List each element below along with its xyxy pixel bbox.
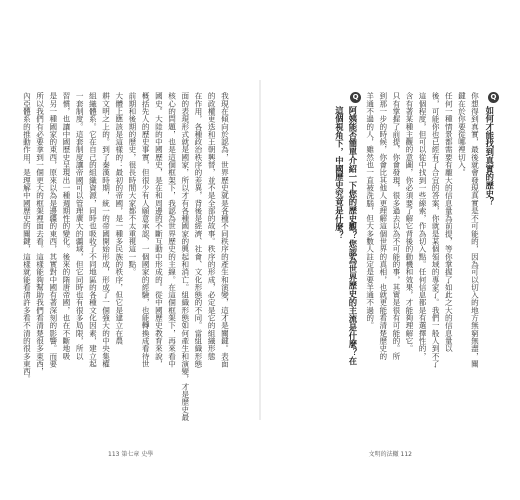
right-page-footer: 文明的法轍 112 — [368, 451, 412, 458]
text-column: 到那一步的時候，你會比其他人更理解這個世界的真相，也就更能看清楚歷史的 — [378, 92, 388, 360]
right-page — [262, 0, 520, 500]
text-column: 習慣，也讓中國歷史呈現出一種週期性的變化。後來的隋唐帝國，也在不斷地吸 — [61, 92, 71, 360]
text-column: 內亞體系的推動作用，是理解中國歷史的關鍵，這樣就能看清許多看不清的很多東西。 — [22, 92, 32, 383]
text-column: 耕文明之上的。到了秦漢時期，統一的帝國開始形成，形成了一個強大的中央集權 — [101, 92, 111, 368]
text-column: 羊通不過的人，雖然也一直被洗腦，但大多數人註定是要羊通不過的。 — [365, 92, 375, 330]
page-gutter — [259, 80, 261, 420]
text-column: 國史。大陸的中國歷史，是在和周邊的不斷互動中形成的。從中國歷史教育來說， — [154, 92, 164, 368]
text-column: 大體上應該是這樣的：最初的帝國，是一種多民族的秩序，但它是建立在農 — [114, 92, 124, 345]
question-marker-icon-2: Q — [350, 92, 361, 103]
text-column: 只有掌握了前提，你會發現，很多過去以為不可能的事，其實是很有可能的。所 — [391, 92, 401, 360]
left-page — [0, 0, 258, 500]
question-line: 阿姨能否簡單介紹一下您的歷史觀？您認為世界歷史的主流是什麼？在 — [347, 106, 358, 365]
text-column: 鍵在於你要從哪裡切入。 — [457, 92, 467, 177]
text-column: 後，可能你也已經有了合宜的答案，你就是某個領域的專家了。我們一般人到不了 — [431, 92, 441, 368]
text-column: 的政權更迭和王朝興替，並不是全部的故事。秩序的形成，必定是它的組織形態 — [207, 92, 217, 360]
text-column: 任何一種情景都需要有龐大的信息量為前提，等你掌握了如此之大的信息量以 — [444, 92, 454, 353]
question-line: 這個視角下，中國歷史究竟是什麼？ — [334, 106, 345, 240]
question-line: 如何才能找到真實的歷史？ — [484, 106, 495, 207]
text-column: 面的表現形式就是國家，所以才有各種國家的興起和消亡。組織形態如何產生和演變，才是歷史最 — [180, 92, 190, 421]
text-column: 組織體系。它在自己的組織資源，同時也吸收了不同地區的各種文化因素，建立起 — [88, 92, 98, 368]
text-column: 是另一種國家的東西，原來以為是邊疆的東西，其實對中國有著深刻的影響。而要 — [48, 92, 58, 368]
text-column: 你想得到真實，最後就會發現真實是不可能的，因為可以切入的地方無窮無盡，關 — [470, 92, 480, 368]
text-column: 一套制度。這套制度讓帝國可以管理廣大的疆域，但它同時也有很多局限，所以 — [75, 92, 85, 360]
text-column: 概括先人的歷史事實，但很少有人願意承認，一個國家的經驗，也能轉換成看待世 — [141, 92, 151, 368]
text-column: 我現在傾向於認為，世界歷史就是各種不同秩序的產生和演變，這才是關鍵。表面 — [220, 92, 230, 368]
text-column: 這個程度，但可以從中找到一些線索，作為切入點。任何信息都是有選擇性的， — [418, 92, 428, 360]
text-column: 前期和後期的歷史，很長時間大家都不太重視這一點。 — [127, 92, 137, 276]
question-marker-icon-1: Q — [488, 92, 499, 103]
left-page-footer: 113 第七章 史學 — [108, 451, 154, 458]
text-column: 核心的問題，也是這個框架下，我認為世界歷史的主線。在這個框架下，再來看中 — [167, 92, 177, 368]
text-column: 含有著某種主觀的意圖，你必須要了解它背後的動機和效果，才能夠理解它。 — [404, 92, 414, 353]
text-column: 在作用，各種政治秩序的差異，背後是經濟、社會、文化形態的不同。當組織形態 — [193, 92, 203, 368]
text-column: 所以我們有必要拿到一個更大的框架裡面去看。這樣能夠幫助我們看清楚很多東西， — [35, 92, 45, 376]
